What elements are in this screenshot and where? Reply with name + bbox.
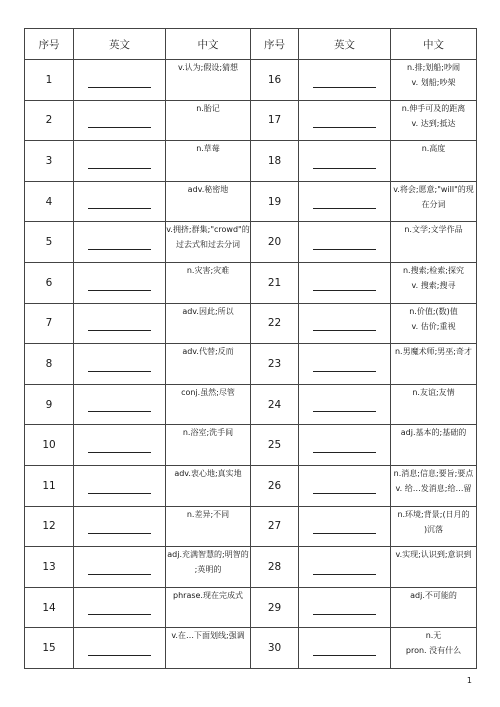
right-english-blank[interactable] [299, 628, 391, 669]
answer-line[interactable] [313, 290, 376, 291]
chinese-meaning-line: n.价值;(数)值 [409, 306, 458, 316]
right-number-cell: 24 [251, 384, 299, 425]
chinese-meaning-line: n.伸手可及的距离 [401, 103, 466, 113]
chinese-meaning-line: adv.秘密地 [187, 184, 229, 194]
left-number-cell: 3 [25, 141, 74, 182]
chinese-meaning-line: n.消息;信息;要旨;要点 [393, 468, 474, 478]
left-chinese-cell [166, 141, 251, 182]
left-english-blank[interactable] [74, 100, 166, 141]
table-row [25, 628, 477, 669]
right-chinese-cell [391, 587, 477, 628]
right-number-cell: 21 [251, 262, 299, 303]
chinese-meaning-line: n.草莓 [196, 144, 220, 154]
answer-line[interactable] [88, 614, 151, 615]
answer-line[interactable] [88, 127, 151, 128]
left-english-blank[interactable] [74, 425, 166, 466]
answer-line[interactable] [88, 411, 151, 412]
left-chinese-cell [166, 262, 251, 303]
right-chinese-cell [391, 344, 477, 385]
chinese-meaning-line: v.拥挤;群集;"crowd"的 [166, 225, 250, 235]
table-row [25, 547, 477, 588]
left-chinese-cell [166, 506, 251, 547]
right-chinese-cell [391, 141, 477, 182]
left-english-blank[interactable] [74, 181, 166, 222]
right-number-cell: 26 [251, 465, 299, 506]
answer-line[interactable] [88, 249, 151, 250]
right-chinese-cell [391, 100, 477, 141]
chinese-meaning-line: )沉落 [423, 524, 444, 534]
chinese-meaning-line: v. 给…发消息;给…留 [395, 483, 472, 493]
answer-line[interactable] [313, 452, 376, 453]
left-chinese-cell [166, 465, 251, 506]
right-number-cell: 27 [251, 506, 299, 547]
chinese-meaning-line: 过去式和过去分词 [176, 240, 240, 250]
left-number-cell: 4 [25, 181, 74, 222]
answer-line[interactable] [88, 574, 151, 575]
right-chinese-cell [391, 384, 477, 425]
answer-line[interactable] [88, 208, 151, 209]
answer-line[interactable] [88, 330, 151, 331]
left-number-cell: 8 [25, 344, 74, 385]
answer-line[interactable] [313, 655, 376, 656]
left-chinese-cell [166, 222, 251, 263]
table-row [25, 141, 477, 182]
right-english-blank[interactable] [299, 384, 391, 425]
chinese-meaning-line: adj.充满智慧的;明智的 [167, 550, 249, 560]
answer-line[interactable] [313, 208, 376, 209]
right-english-blank[interactable] [299, 60, 391, 101]
left-number-cell: 12 [25, 506, 74, 547]
left-number-cell: 7 [25, 303, 74, 344]
chinese-meaning-line: v. 搜索;搜寻 [411, 280, 456, 290]
answer-line[interactable] [313, 411, 376, 412]
table-row [25, 181, 477, 222]
right-chinese-cell [391, 628, 477, 669]
right-chinese-cell [391, 60, 477, 101]
left-number-cell: 13 [25, 547, 74, 588]
header-right-number: 序号 [251, 29, 299, 60]
chinese-meaning-line: phrase.现在完成式 [173, 590, 243, 600]
answer-line[interactable] [313, 371, 376, 372]
answer-line[interactable] [88, 452, 151, 453]
answer-line[interactable] [88, 371, 151, 372]
vocabulary-table [24, 28, 477, 669]
left-english-blank[interactable] [74, 222, 166, 263]
left-english-blank[interactable] [74, 547, 166, 588]
left-number-cell: 1 [25, 60, 74, 101]
left-chinese-cell [166, 547, 251, 588]
chinese-meaning-line: n.友谊;友情 [412, 387, 455, 397]
chinese-meaning-line: v. 达到;抵达 [411, 118, 456, 128]
right-english-blank[interactable] [299, 587, 391, 628]
right-english-blank[interactable] [299, 465, 391, 506]
right-english-blank[interactable] [299, 222, 391, 263]
table-row [25, 222, 477, 263]
right-chinese-cell [391, 425, 477, 466]
right-number-cell: 18 [251, 141, 299, 182]
answer-line[interactable] [88, 493, 151, 494]
chinese-meaning-line: n.灾害;灾难 [186, 265, 230, 275]
right-english-blank[interactable] [299, 547, 391, 588]
right-number-cell: 16 [251, 60, 299, 101]
right-number-cell: 25 [251, 425, 299, 466]
left-english-blank[interactable] [74, 465, 166, 506]
header-left-number: 序号 [25, 29, 74, 60]
right-number-cell: 29 [251, 587, 299, 628]
right-chinese-cell [391, 506, 477, 547]
table-row [25, 506, 477, 547]
chinese-meaning-line: conj.虽然;尽管 [181, 387, 235, 397]
right-english-blank[interactable] [299, 262, 391, 303]
table-row [25, 465, 477, 506]
left-number-cell: 6 [25, 262, 74, 303]
chinese-meaning-line: n.搜索;检索;探究 [402, 265, 464, 275]
answer-line[interactable] [88, 87, 151, 88]
table-row [25, 100, 477, 141]
page-number: 1 [466, 676, 472, 685]
answer-line[interactable] [88, 290, 151, 291]
header-left-english: 英文 [74, 29, 166, 60]
chinese-meaning-line: v. 估价;重视 [411, 321, 456, 331]
right-number-cell: 23 [251, 344, 299, 385]
left-chinese-cell [166, 303, 251, 344]
left-english-blank[interactable] [74, 303, 166, 344]
chinese-meaning-line: v. 划船;吵架 [411, 78, 456, 87]
right-number-cell: 17 [251, 100, 299, 141]
left-chinese-cell [166, 60, 251, 101]
chinese-meaning-line: n.环境;背景;(日月的 [397, 509, 470, 519]
chinese-meaning-line: n.浴室;洗手间 [182, 428, 234, 438]
table-row [25, 384, 477, 425]
table-row [25, 425, 477, 466]
header-row [25, 29, 477, 60]
left-number-cell: 14 [25, 587, 74, 628]
left-english-blank[interactable] [74, 344, 166, 385]
chinese-meaning-line: adj.基本的;基础的 [400, 428, 467, 438]
right-chinese-cell [391, 222, 477, 263]
chinese-meaning-line: adv.代替;反而 [182, 347, 234, 357]
chinese-meaning-line: n.男魔术师;男巫;奇才 [394, 347, 472, 357]
table-row [25, 60, 477, 101]
header-right-chinese: 中文 [391, 29, 477, 60]
right-english-blank[interactable] [299, 344, 391, 385]
chinese-meaning-line: v.在…下面划线;强调 [171, 631, 245, 641]
left-chinese-cell [166, 100, 251, 141]
right-english-blank[interactable] [299, 181, 391, 222]
right-english-blank[interactable] [299, 506, 391, 547]
left-english-blank[interactable] [74, 587, 166, 628]
table-row [25, 262, 477, 303]
answer-line[interactable] [313, 533, 376, 534]
left-chinese-cell [166, 344, 251, 385]
answer-line[interactable] [313, 493, 376, 494]
chinese-meaning-line: adv.因此;所以 [182, 306, 234, 316]
left-number-cell: 11 [25, 465, 74, 506]
chinese-meaning-line: n.胎记 [196, 103, 220, 113]
left-number-cell: 10 [25, 425, 74, 466]
chinese-meaning-line: v.实现;认识到;意识到 [395, 550, 472, 560]
left-chinese-cell [166, 425, 251, 466]
answer-line[interactable] [313, 127, 376, 128]
answer-line[interactable] [313, 330, 376, 331]
left-number-cell: 9 [25, 384, 74, 425]
chinese-meaning-line: n.无 [425, 631, 442, 641]
right-chinese-cell [391, 465, 477, 506]
right-chinese-cell [391, 303, 477, 344]
chinese-meaning-line: adj.不可能的 [410, 590, 457, 600]
table-body [25, 60, 477, 669]
table-row [25, 303, 477, 344]
chinese-meaning-line: n.高度 [421, 144, 446, 154]
chinese-meaning-line: n.文学;文学作品 [404, 225, 463, 235]
right-number-cell: 22 [251, 303, 299, 344]
header-right-english: 英文 [299, 29, 391, 60]
chinese-meaning-line: v.将会;愿意;"will"的现 [393, 184, 474, 194]
answer-line[interactable] [313, 87, 376, 88]
table-row [25, 587, 477, 628]
chinese-meaning-line: pron. 没有什么 [405, 646, 462, 656]
left-english-blank[interactable] [74, 628, 166, 669]
right-number-cell: 19 [251, 181, 299, 222]
right-english-blank[interactable] [299, 141, 391, 182]
left-english-blank[interactable] [74, 384, 166, 425]
right-chinese-cell [391, 547, 477, 588]
chinese-meaning-line: adv.衷心地;真实地 [174, 468, 242, 478]
answer-line[interactable] [88, 168, 151, 169]
answer-line[interactable] [313, 614, 376, 615]
right-english-blank[interactable] [299, 303, 391, 344]
chinese-meaning-line: n.排;划船;吵闹 [406, 63, 460, 72]
answer-line[interactable] [88, 655, 151, 656]
left-english-blank[interactable] [74, 506, 166, 547]
chinese-meaning-line: ;英明的 [194, 565, 222, 575]
right-number-cell: 20 [251, 222, 299, 263]
left-chinese-cell [166, 628, 251, 669]
answer-line[interactable] [88, 533, 151, 534]
chinese-meaning-line: 在分词 [421, 199, 446, 209]
answer-line[interactable] [313, 168, 376, 169]
left-number-cell: 5 [25, 222, 74, 263]
chinese-meaning-line: v.认为;假设;猜想 [177, 63, 239, 72]
right-number-cell: 30 [251, 628, 299, 669]
left-english-blank[interactable] [74, 60, 166, 101]
right-chinese-cell [391, 262, 477, 303]
right-english-blank[interactable] [299, 425, 391, 466]
left-english-blank[interactable] [74, 141, 166, 182]
left-english-blank[interactable] [74, 262, 166, 303]
left-number-cell: 2 [25, 100, 74, 141]
left-chinese-cell [166, 181, 251, 222]
left-chinese-cell [166, 384, 251, 425]
right-chinese-cell [391, 181, 477, 222]
answer-line[interactable] [313, 249, 376, 250]
header-left-chinese: 中文 [166, 29, 251, 60]
table-row [25, 344, 477, 385]
left-number-cell: 15 [25, 628, 74, 669]
answer-line[interactable] [313, 574, 376, 575]
left-chinese-cell [166, 587, 251, 628]
chinese-meaning-line: n.差异;不同 [186, 509, 230, 519]
right-number-cell: 28 [251, 547, 299, 588]
right-english-blank[interactable] [299, 100, 391, 141]
